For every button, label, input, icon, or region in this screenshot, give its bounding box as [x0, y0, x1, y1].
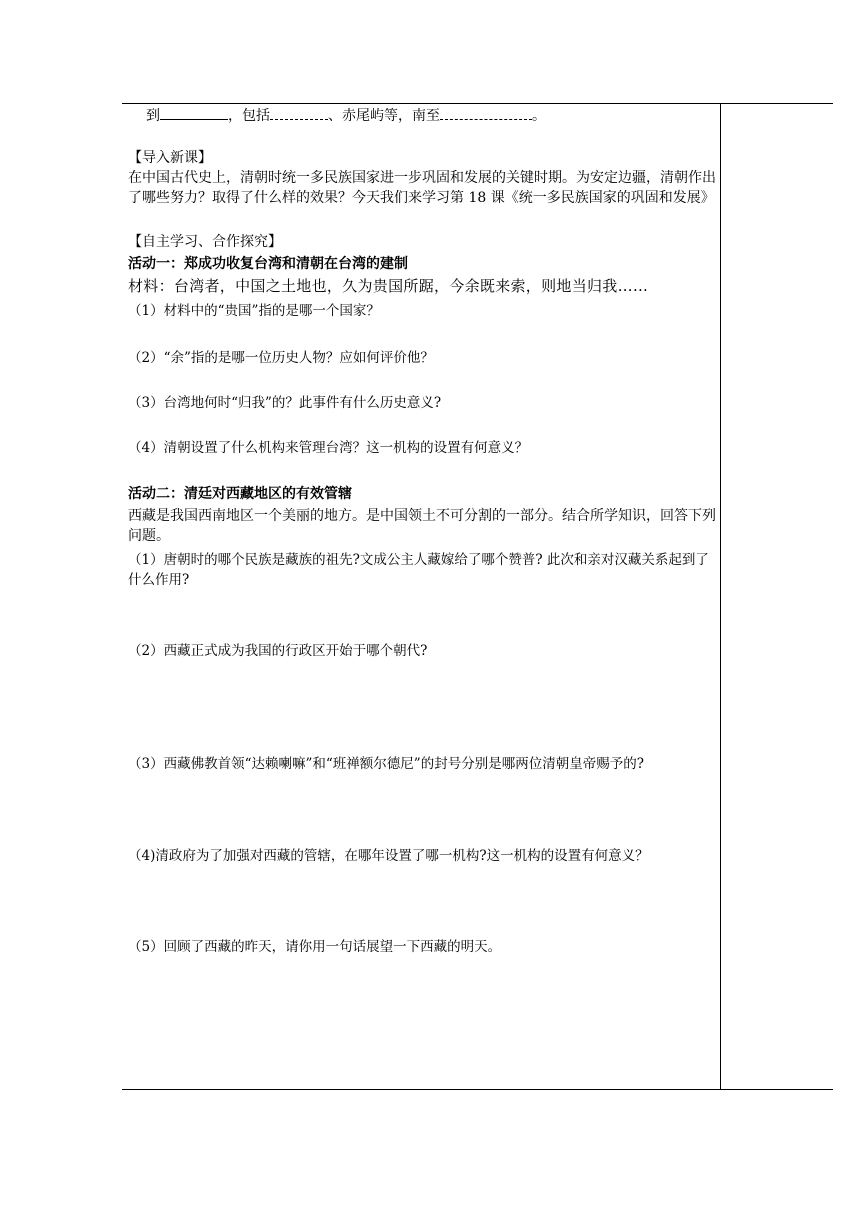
activity1-title: 活动一：郑成功收复台湾和清朝在台湾的建制 [128, 256, 408, 272]
fill-mid2: 、赤尾屿等，南至 [328, 108, 440, 124]
activity1-question-1: （1）材料中的“贵国”指的是哪一个国家？ [128, 303, 380, 319]
intro-text: 在中国古代史上，清朝时统一多民族国家进一步巩固和发展的关键时期。为安定边疆，清朝作出了哪些努力？取得了什么样的效果？今天我们来学习第 18 课《统一多民族国家的巩固和发展》 [128, 170, 716, 206]
fill-prefix: 到 [146, 108, 160, 124]
fill-mid1: ，包括 [228, 108, 270, 124]
activity1-question-2: （2）“余”指的是哪一位历史人物？应如何评价他？ [128, 350, 434, 366]
intro-heading: 【导入新课】 [128, 150, 212, 166]
blank-1[interactable] [160, 104, 228, 120]
activity1-material: 材料：台湾者，中国之土地也，久为贵国所踞，今余既来索，则地当归我…… [128, 277, 649, 295]
activity2-title: 活动二：清廷对西藏地区的有效管辖 [128, 486, 352, 502]
activity1-question-3: （3）台湾地何时“归我”的？此事件有什么历史意义? [128, 395, 442, 411]
activity2-question-2: （2）西藏正式成为我国的行政区开始于哪个朝代? [128, 643, 428, 659]
activity2-intro: 西藏是我国西南地区一个美丽的地方。是中国领土不可分割的一部分。结合所学知识，回答下列问题。 [128, 508, 716, 544]
table-column-divider [720, 103, 721, 1090]
activity2-question-4: （4)清政府为了加强对西藏的管辖，在哪年设置了哪一机构?这一机构的设置有何意义？ [128, 848, 649, 864]
blank-2[interactable] [270, 104, 328, 120]
fill-in-line [128, 104, 734, 126]
activity2-question-3: （3）西藏佛教首领“达赖喇嘛”和“班禅额尔德尼”的封号分别是哪两位清朝皇帝赐予的? [128, 756, 644, 772]
blank-3[interactable] [440, 104, 532, 120]
table-bottom-border [122, 1089, 833, 1090]
activity2-question-1: （1）唐朝时的哪个民族是藏族的祖先?文成公主人藏嫁给了哪个赞普? 此次和亲对汉藏关系起到了什么作用? [128, 552, 709, 588]
activity2-question-5: （5）回顾了西藏的昨天，请你用一句话展望一下西藏的明天。 [128, 939, 502, 955]
self-study-heading: 【自主学习、合作探究】 [128, 234, 282, 250]
activity1-question-4: （4）清朝设置了什么机构来管理台湾？这一机构的设置有何意义？ [128, 440, 529, 456]
fill-suffix: 。 [532, 108, 546, 124]
